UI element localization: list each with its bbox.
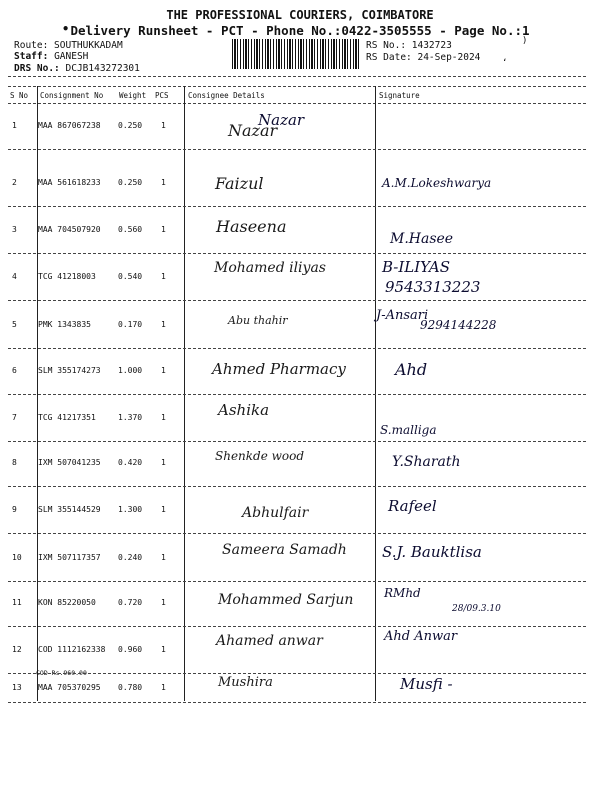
row-divider (8, 300, 586, 301)
row-signature: Musfi - (400, 675, 453, 693)
row-consignment-no: TCG 41217351 (38, 413, 96, 422)
row-consignee-name: Faizul (215, 174, 264, 193)
row-pcs: 1 (161, 121, 166, 130)
row-pcs: 1 (161, 598, 166, 607)
row-sno: 6 (12, 366, 17, 375)
row-weight: 0.250 (118, 178, 143, 187)
staff-line (14, 51, 88, 62)
row-sno: 7 (12, 413, 17, 422)
row-weight: 0.170 (118, 320, 143, 329)
col-header-pcs: PCS (155, 91, 169, 100)
table-row (0, 665, 600, 712)
row-consignment-no: TCG 41218003 (38, 272, 96, 281)
row-consignment-no: MAA 704507920 (38, 225, 101, 234)
row-weight: 0.250 (118, 121, 143, 130)
row-consignee-name: Abu thahir (228, 314, 288, 327)
drs-line (14, 63, 140, 74)
row-signature: Y.Sharath (392, 454, 461, 470)
table-row (0, 103, 600, 150)
row-pcs: 1 (161, 178, 166, 187)
row-sno: 13 (12, 683, 22, 692)
row-consignee-name: Mohammed Sarjun (218, 592, 354, 608)
row-pcs: 1 (161, 366, 166, 375)
row-sno: 3 (12, 225, 17, 234)
row-consignment-no: MAA 867067238 (38, 121, 101, 130)
row-consignee-name: Sameera Samadh (222, 542, 347, 558)
col-header-sno: S No (10, 91, 29, 100)
rs-number: RS No.: 1432723 (366, 40, 452, 51)
row-signature: Nazar (258, 111, 305, 129)
table-row (0, 207, 600, 254)
row-consignee-name: Shenkde wood (215, 449, 305, 463)
row-consignment-no: MAA 705370295 (38, 683, 101, 692)
row-signature: Rafeel (388, 497, 437, 515)
divider (8, 76, 586, 77)
row-pcs: 1 (161, 458, 166, 467)
row-consignment-no: IXM 507041235 (38, 458, 101, 467)
row-weight: 0.720 (118, 598, 143, 607)
divider (8, 702, 586, 703)
row-weight: 0.780 (118, 683, 143, 692)
col-header-signature: Signature (379, 91, 420, 100)
row-signature: Ahd (395, 360, 428, 379)
table-row (0, 160, 600, 207)
row-consignee-name: Ashika (218, 401, 270, 419)
row-weight: 0.560 (118, 225, 143, 234)
row-signature-note: 9294144228 (420, 318, 497, 332)
row-pcs: 1 (161, 645, 166, 654)
row-consignment-no: IXM 507117357 (38, 553, 101, 562)
row-consignee-name: Ahmed Pharmacy (212, 360, 346, 378)
row-signature-note: 28/09.3.10 (452, 604, 501, 614)
row-sno: 5 (12, 320, 17, 329)
row-sno: 9 (12, 505, 17, 514)
barcode (232, 39, 360, 69)
row-sno: 11 (12, 598, 22, 607)
row-pcs: 1 (161, 225, 166, 234)
row-weight: 1.000 (118, 366, 143, 375)
row-pcs: 1 (161, 553, 166, 562)
bullet-mark: • (62, 22, 70, 36)
row-consignment-no: COD 1112162338 (38, 645, 106, 654)
row-consignment-no: SLM 355174273 (38, 366, 101, 375)
row-signature-note: 9543313223 (385, 278, 481, 296)
row-consignment-no: PMK 1343835 (38, 320, 91, 329)
table-row (0, 302, 600, 349)
row-consignment-no: SLM 355144529 (38, 505, 101, 514)
route-text: Route: SOUTHUKKADAM (14, 40, 123, 51)
col-header-weight: Weight (119, 91, 147, 100)
row-signature: Ahd Anwar (384, 629, 458, 644)
table-row (0, 395, 600, 442)
staff-value: GANESH (54, 51, 89, 62)
row-consignee-name: Mushira (218, 675, 273, 690)
row-consignee-name: Abhulfair (242, 505, 309, 521)
table-row (0, 348, 600, 395)
table-row (0, 487, 600, 534)
table-row (0, 440, 600, 487)
row-weight: 0.240 (118, 553, 143, 562)
row-sno: 2 (12, 178, 17, 187)
divider (8, 86, 586, 87)
row-sno: 4 (12, 272, 17, 281)
row-signature: RMhd (384, 586, 421, 600)
row-signature: B-ILIYAS (382, 258, 451, 276)
staff-label: Staff: (14, 51, 49, 62)
row-divider (8, 533, 586, 534)
row-weight: 1.370 (118, 413, 143, 422)
row-consignee-name: Nazar (228, 121, 278, 140)
table-row (0, 580, 600, 627)
row-pcs: 1 (161, 272, 166, 281)
row-pcs: 1 (161, 683, 166, 692)
row-signature: S.malliga (380, 423, 437, 437)
stray-mark: ) (522, 36, 528, 46)
row-consignee-name: Mohamed iliyas (214, 260, 326, 276)
row-consignment-no: MAA 561618233 (38, 178, 101, 187)
row-consignee-name: Ahamed anwar (216, 633, 323, 649)
drs-label: DRS No.: (14, 63, 60, 74)
row-consignee-name: Haseena (216, 217, 287, 236)
row-pcs: 1 (161, 320, 166, 329)
row-sno: 12 (12, 645, 22, 654)
row-weight: 0.420 (118, 458, 143, 467)
row-sno: 1 (12, 121, 17, 130)
row-signature: S.J. Bauktlisa (382, 543, 482, 561)
row-weight: 1.300 (118, 505, 143, 514)
row-weight: 0.960 (118, 645, 143, 654)
table-row (0, 535, 600, 582)
row-signature: J-Ansari (376, 308, 429, 323)
company-title: THE PROFESSIONAL COURIERS, COIMBATORE (166, 8, 434, 22)
row-sno: 8 (12, 458, 17, 467)
row-signature: A.M.Lokeshwarya (382, 176, 492, 190)
table-row (0, 254, 600, 301)
row-weight: 0.540 (118, 272, 143, 281)
rs-date: RS Date: 24-Sep-2024 (366, 52, 481, 63)
runsheet-subtitle: Delivery Runsheet - PCT - Phone No.:0422-3505555 - Page No.:1 (70, 23, 530, 38)
row-signature: M.Hasee (390, 231, 454, 247)
drs-value: DCJB143272301 (65, 63, 140, 74)
stray-mark: ʻ (502, 58, 508, 68)
row-consignment-no: KON 85220050 (38, 598, 96, 607)
col-header-consignment: Consignment No (40, 91, 104, 100)
col-header-consignee: Consignee Details (188, 91, 265, 100)
row-sno: 10 (12, 553, 22, 562)
row-cod-amount: COD Rs.960.00 (36, 669, 87, 677)
row-pcs: 1 (161, 505, 166, 514)
row-divider (8, 149, 586, 150)
row-pcs: 1 (161, 413, 166, 422)
